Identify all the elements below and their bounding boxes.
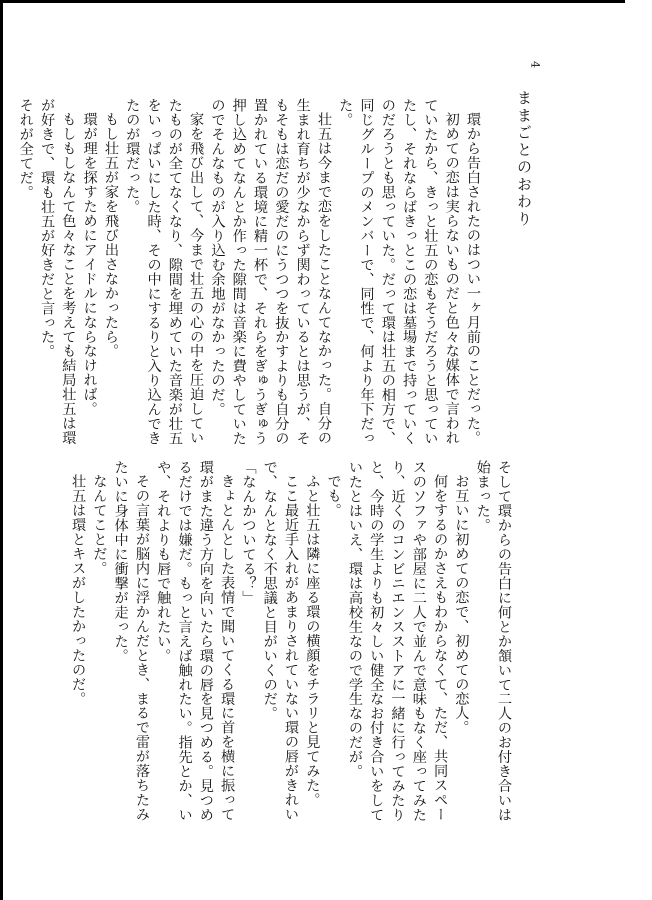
dialogue-line: 「なんかついてる？」 bbox=[240, 460, 257, 605]
paragraph: 環が理を探すためにアイドルにならなければ。 bbox=[81, 112, 98, 417]
page-border-left bbox=[0, 0, 3, 900]
lower-text-block bbox=[67, 460, 514, 827]
paragraph: もし壮五が家を飛び出さなかったら。 bbox=[102, 112, 119, 359]
paragraph: ふと壮五は隣に座る環の横顔をチラリと見てみた。 bbox=[304, 474, 321, 808]
paragraph: きょとんとした表情で聞いてくる環に首を横に振って環がまた違う方向を向いたら環の唇を見つめる。見つめるだけでは嫌だ。もっと言えば触れたい。指先とか、いや、それよりも唇で触れたい。 bbox=[155, 460, 236, 823]
chapter-title: ままごとのおわり bbox=[515, 90, 533, 228]
page-border-top bbox=[0, 0, 625, 3]
paragraph: でも。 bbox=[325, 474, 342, 518]
paragraph: 何をするのかさえもわからなくて、ただ、共同スペースのソファや部屋に二人で並んで意味もなく座ってみたり、近くのコンビニエンスストアに一緒に行ってみたりと、今時の学生よりも初々しい健全なお付き合いをしていたとはいえ、環は高校生なので学生なのだが。 bbox=[346, 460, 449, 823]
paragraph: そして環からの告白に何とか頷いて二人のお付き合いは始まった。 bbox=[474, 460, 512, 823]
paragraph: ここ最近手入れがあまりされていない環の唇がきれいで、なんとなく不思議と目がいくのだ。 bbox=[261, 460, 300, 822]
paragraph: その言葉が脳内に浮かんだとき、まるで雷が落ちたみたいに身体中に衝撃が走った。 bbox=[112, 460, 150, 822]
paragraph: なんてことだ。 bbox=[91, 474, 108, 576]
paragraph: 壮五は今まで恋をしたことなんてなかった。自分の生まれ育ちが少なからず関わっているとは思うが、そもそもは恋だの愛だのにうつつを抜かすよりも自分の置かれている環境に精一杯で、それらをぎゅうぎゅう押し込めてなんとか作った隙間は音楽に費やしていたのでそんなものが入り込む余地がなかったのだ。 bbox=[209, 98, 332, 446]
paragraph: 壮五は環とキスがしたかったのだ。 bbox=[70, 474, 87, 706]
paragraph: 初めての恋は実らないものだと色々な媒体で言われていたから、きっと壮五の恋もそうだろうと思っていたし、それならばきっとこの恋は墓場まで持っていくのだろうとも思っていた。だって環は壮五の相方で、同じグループのメンバーで、同性で、何より年下だった。 bbox=[337, 98, 460, 446]
upper-text-block bbox=[14, 98, 483, 446]
paragraph: 家を飛び出して、今まで壮五の心の中を圧迫していたものが全てなくなり、隙間を埋めていた音楽が壮五をいっぱいにした時、その中にするりと入り込んできたのが環だった。 bbox=[124, 98, 205, 446]
paragraph: もしもしなんて色々なことを考えても結局壮五は環が好きで、環も壮五が好きだと言った。 bbox=[39, 98, 77, 446]
paragraph: それが全てだ。 bbox=[17, 98, 34, 200]
page-number: 4 bbox=[528, 61, 542, 68]
paragraph: お互いに初めての恋で、初めての恋人。 bbox=[453, 474, 470, 735]
paragraph: 環から告白されたのはつい一ヶ月前のことだった。 bbox=[465, 112, 481, 446]
